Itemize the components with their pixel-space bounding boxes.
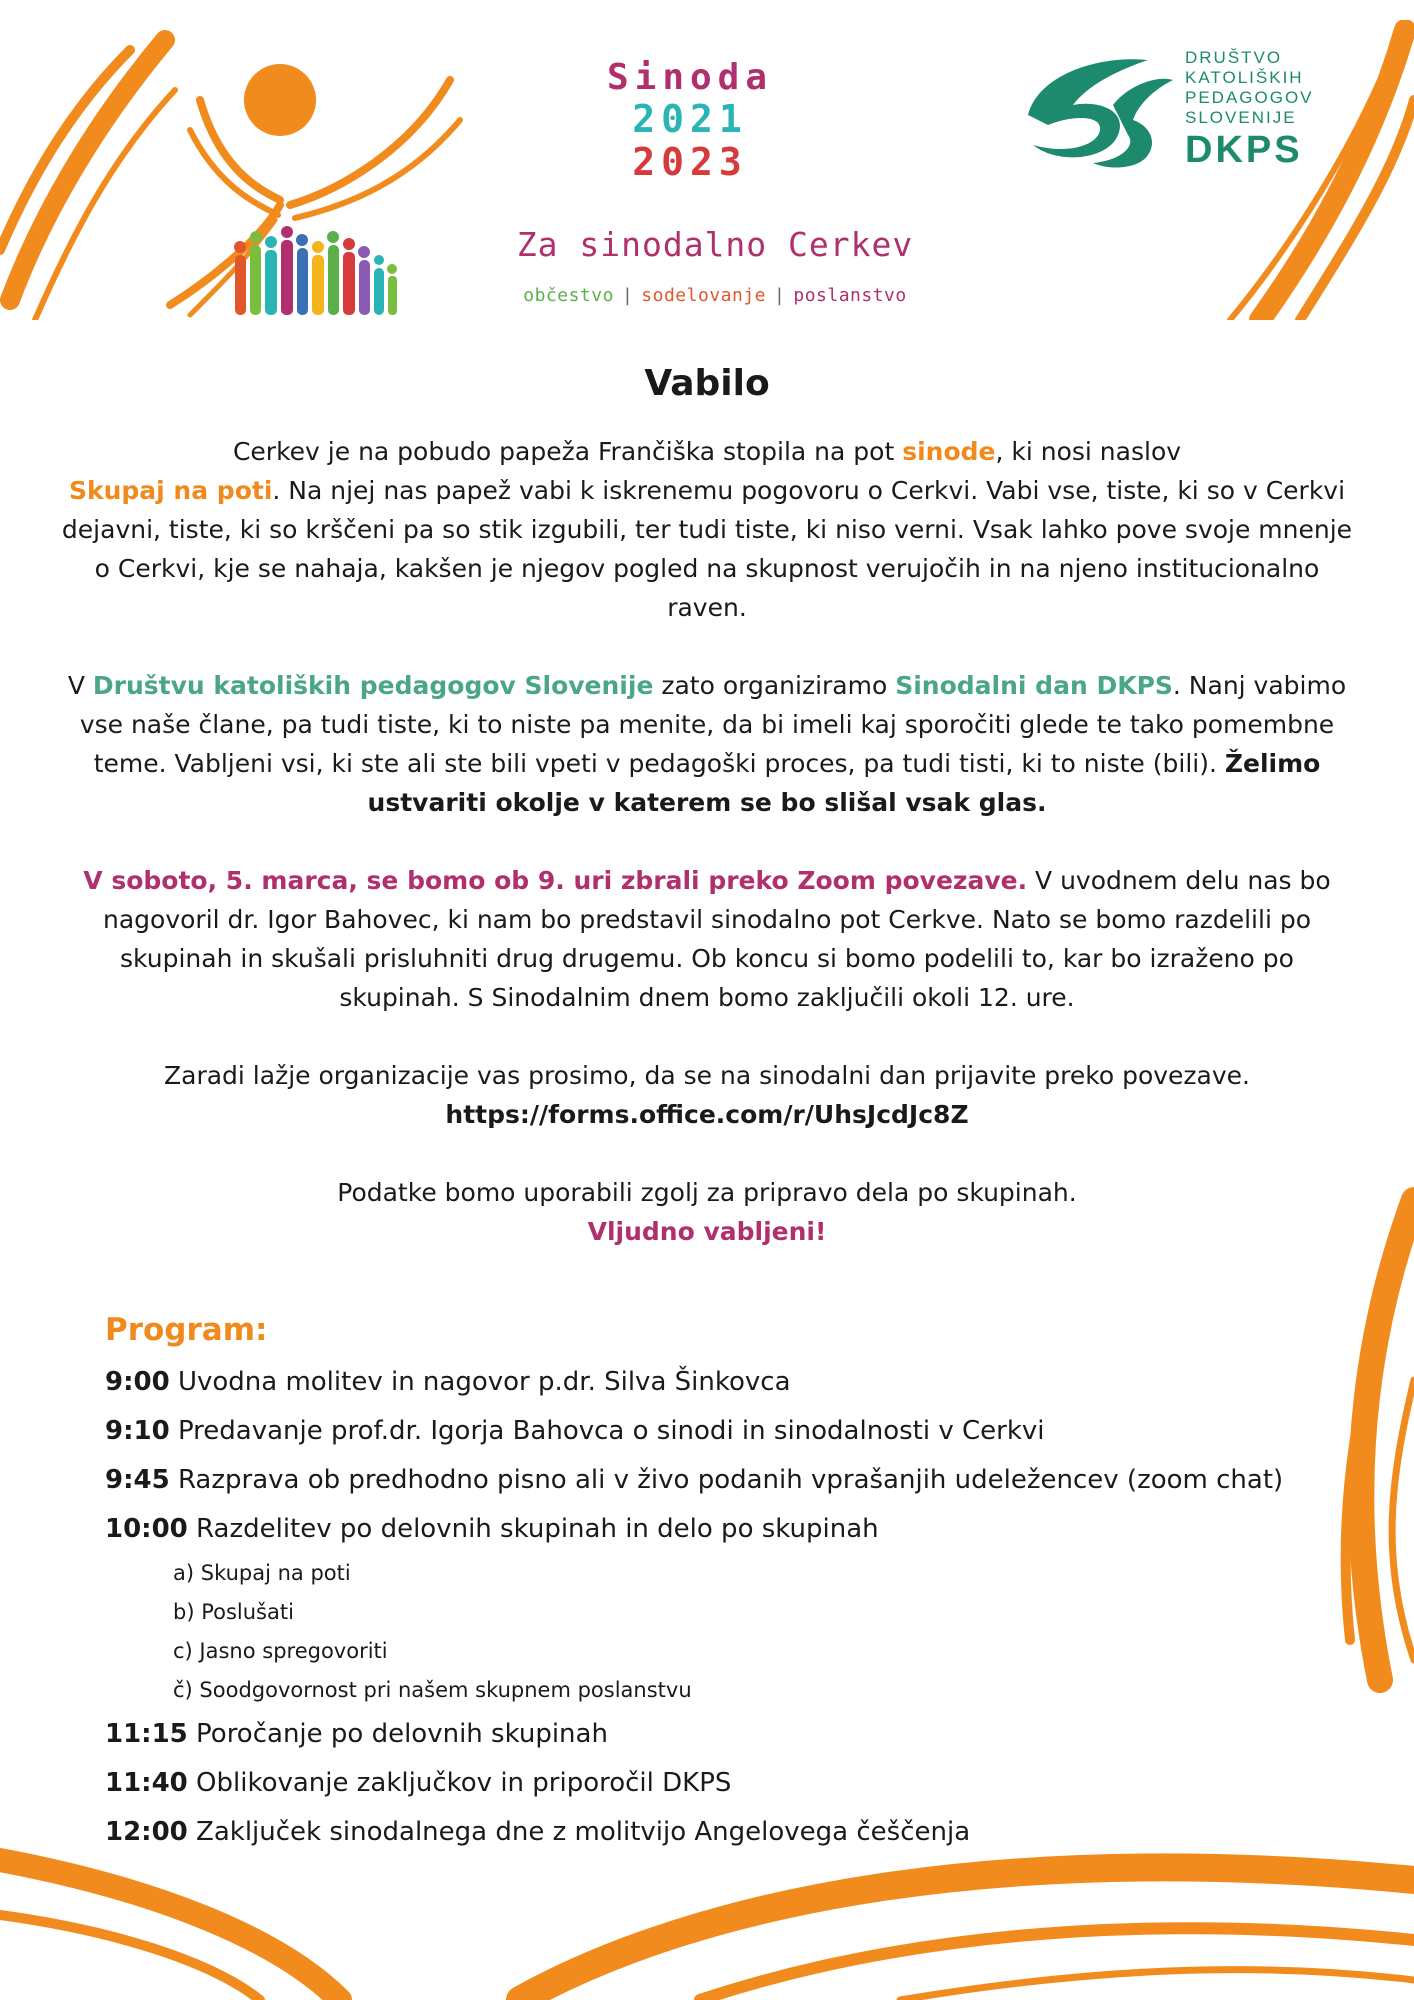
program-time: 10:00 [105,1514,188,1544]
program-heading: Program: [105,1312,268,1348]
registration-text: Zaradi lažje organizacije vas prosimo, da se na sinodalni dan prijavite preko povezave. [164,1061,1250,1090]
synod-logo-figure-icon [150,40,470,330]
highlight-sinodalni-dan: Sinodalni dan DKPS [895,671,1173,700]
p1-text-c: . Na njej nas papež vabi k iskrenemu pogovoru o Cerkvi. Vabi vse, tiste, ki so v Cerkvi dejavni, tiste, ki so krščeni pa so stik izgubili, ter tudi tiste, ki niso verni. Vsak lahko pove svoje mnenje o Cerkvi, kje se nahaja, kakšen je njegov pogled na skupnost verujočih in na njeno institucionalno raven. [61,476,1353,622]
program-time: 11:40 [105,1768,188,1798]
dkps-logo-text [1185,48,1314,172]
paragraph-registration [60,1056,1354,1134]
program-time: 9:45 [105,1465,170,1495]
subgroup-item: c) Jasno spregovoriti [173,1639,388,1663]
program-item [105,1407,1365,1456]
sinoda-logo-word: Sinoda [606,57,774,98]
program-item [105,1358,1365,1407]
highlight-skupaj-na-poti: Skupaj na poti [68,476,273,505]
brush-stroke-top-left [0,20,180,320]
dkps-logo-icon [1018,45,1178,175]
program-text: Poročanje po delovnih skupinah [196,1719,608,1749]
program-time: 12:00 [105,1817,188,1847]
registration-link[interactable]: https://forms.office.com/r/UhsJcdJc8Z [445,1100,969,1129]
sinoda-logo [600,58,780,183]
page-title: Vabilo [644,363,770,404]
sinoda-logo-year-end: 2023 [632,139,748,184]
program-item [105,1759,1365,1808]
program-text: Uvodna molitev in nagovor p.dr. Silva Šinkovca [177,1367,791,1397]
p2-text-b: zato organiziramo [653,671,896,700]
program-item [105,1456,1365,1505]
motto-communion: občestvo [523,285,614,306]
motto-mission: poslanstvo [793,285,907,306]
event-date-highlight: V soboto, 5. marca, se bomo ob 9. uri zbrali preko Zoom povezave. [83,866,1028,895]
dkps-abbrev: DKPS [1185,129,1303,171]
paragraph-dkps-invitation [60,666,1354,822]
program-text: Razdelitev po delovnih skupinah in delo po skupinah [196,1514,879,1544]
program-item [105,1710,1365,1759]
program-time: 9:10 [105,1416,170,1446]
program-time: 9:00 [105,1367,170,1397]
program-text: Predavanje prof.dr. Igorja Bahovca o sinodi in sinodalnosti v Cerkvi [177,1416,1045,1446]
dkps-line-4: SLOVENIJE [1185,108,1297,127]
program-item [105,1808,1365,1857]
program-text: Zaključek sinodalnega dne z molitvijo Angelovega češčenja [196,1817,971,1847]
program-time: 11:15 [105,1719,188,1749]
paragraph-data-notice [60,1173,1354,1251]
synod-motto [485,285,945,306]
motto-separator: | [621,285,634,306]
invitation-body [60,360,1354,1290]
p3-text-rest: V uvodnem delu nas bo nagovoril dr. Igor Bahovec, ki nam bo predstavil sinodalno pot Cerkve. Nato se bomo razdelili po skupinah in skušali prisluhniti drug drugemu. Ob koncu si bomo podelili to, kar bo izraženo po skupinah. S Sinodalnim dnem bomo zaključili okoli 12. ure. [103,866,1331,1012]
program-item [105,1505,1365,1554]
motto-separator: | [774,285,786,306]
paragraph-event-details [60,861,1354,1017]
sinoda-logo-year-start: 2021 [632,97,748,142]
highlight-sinode: sinode [902,437,996,466]
program-section [105,1312,1365,1857]
dkps-line-1: DRUŠTVO [1185,48,1283,67]
subgroup-item: č) Soodgovornost pri našem skupnem poslanstvu [173,1678,692,1702]
program-text: Razprava ob predhodno pisno ali v živo podanih vprašanjih udeležencev (zoom chat) [177,1465,1284,1495]
dkps-line-2: KATOLIŠKIH [1185,68,1304,87]
p1-text-b: , ki nosi naslov [995,437,1182,466]
p2-bold-statement: Želimo ustvariti okolje v katerem se bo slišal vsak glas. [367,749,1321,817]
paragraph-synod-intro [60,432,1354,627]
program-text: Oblikovanje zaključkov in priporočil DKPS [196,1768,732,1798]
dkps-line-3: PEDAGOGOV [1185,88,1314,107]
welcome-text: Vljudno vabljeni! [587,1217,827,1246]
p2-text-a: V [67,671,93,700]
subgroup-item: a) Skupaj na poti [173,1561,351,1585]
data-notice-text: Podatke bomo uporabili zgolj za pripravo dela po skupinah. [337,1178,1077,1207]
motto-participation: sodelovanje [641,285,767,306]
highlight-drustvo: Društvu katoliških pedagogov Slovenije [92,671,654,700]
synod-subtitle: Za sinodalno Cerkev [516,225,914,264]
p1-text-a: Cerkev je na pobudo papeža Frančiška stopila na pot [232,437,903,466]
p2-text-c: . Nanj vabimo vse naše člane, pa tudi tiste, ki to niste pa menite, da bi imeli kaj sporočiti glede te tako pomembne teme. Vabljeni vsi, ki ste ali ste bili vpeti v pedagoški proces, pa tudi tisti, ki to niste (bili). [79,671,1347,778]
subgroup-item: b) Poslušati [173,1600,294,1624]
